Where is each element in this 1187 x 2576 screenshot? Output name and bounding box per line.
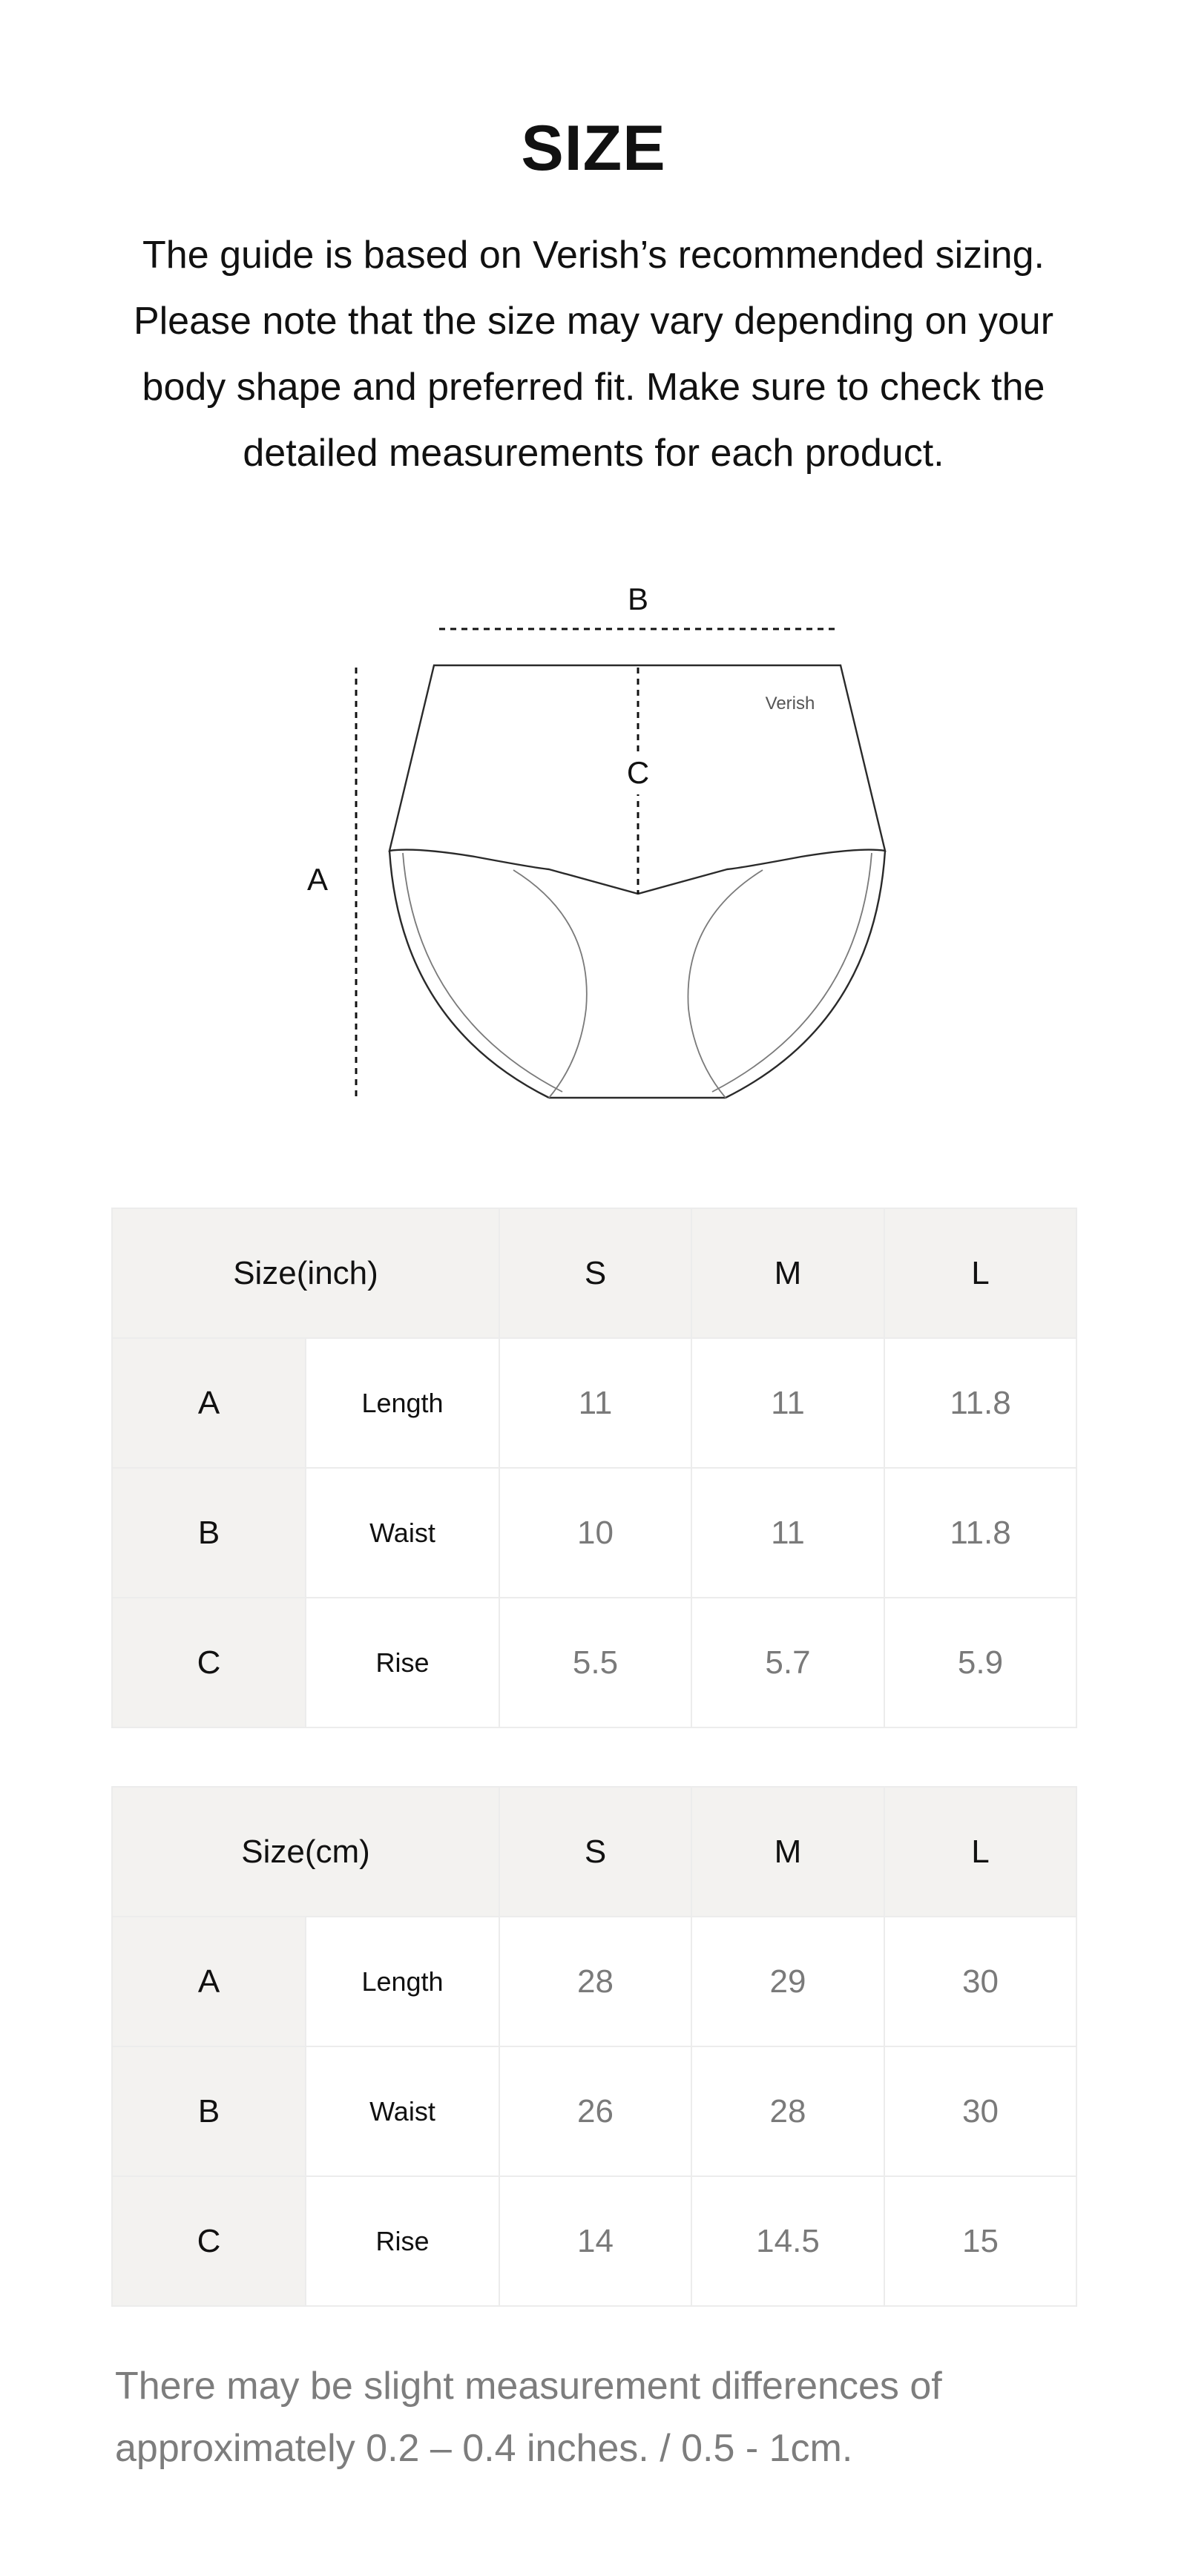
row-letter: A bbox=[112, 1917, 306, 2046]
size-header-m: M bbox=[691, 1787, 884, 1917]
table-header-row bbox=[112, 1787, 1076, 1917]
table-row bbox=[112, 1468, 1076, 1598]
value-cell: 14.5 bbox=[691, 2176, 884, 2306]
table-row bbox=[112, 2176, 1076, 2306]
table-row bbox=[112, 1917, 1076, 2046]
table-row bbox=[112, 1338, 1076, 1468]
value-cell: 29 bbox=[691, 1917, 884, 2046]
value-cell: 5.5 bbox=[499, 1598, 691, 1727]
row-measurement-name: Rise bbox=[306, 2176, 499, 2306]
value-cell: 26 bbox=[499, 2046, 691, 2176]
row-letter: B bbox=[112, 1468, 306, 1598]
size-table-inch bbox=[111, 1208, 1077, 1728]
page-title: SIZE bbox=[521, 113, 666, 184]
value-cell: 28 bbox=[691, 2046, 884, 2176]
diagram-label-b: B bbox=[627, 582, 649, 616]
unit-header: Size(cm) bbox=[112, 1787, 499, 1917]
size-header-s: S bbox=[499, 1208, 691, 1338]
value-cell: 11 bbox=[691, 1338, 884, 1468]
value-cell: 14 bbox=[499, 2176, 691, 2306]
value-cell: 11.8 bbox=[884, 1338, 1076, 1468]
row-letter: C bbox=[112, 1598, 306, 1727]
diagram-label-a: A bbox=[306, 862, 329, 897]
value-cell: 15 bbox=[884, 2176, 1076, 2306]
value-cell: 5.7 bbox=[691, 1598, 884, 1727]
size-header-l: L bbox=[884, 1787, 1076, 1917]
size-header-l: L bbox=[884, 1208, 1076, 1338]
intro-text: The guide is based on Verish’s recommended sizing. Please note that the size may vary depending on your body shape and preferred fit. Make sure to check the detailed measurements for each product. bbox=[133, 234, 1054, 475]
unit-header: Size(inch) bbox=[112, 1208, 499, 1338]
value-cell: 28 bbox=[499, 1917, 691, 2046]
value-cell: 11 bbox=[499, 1338, 691, 1468]
row-measurement-name: Waist bbox=[306, 2046, 499, 2176]
garment-diagram bbox=[0, 564, 1187, 1127]
value-cell: 30 bbox=[884, 2046, 1076, 2176]
size-header-m: M bbox=[691, 1208, 884, 1338]
table-row bbox=[112, 2046, 1076, 2176]
measurement-note: There may be slight measurement differences of approximately 0.2 – 0.4 inches. / 0.5 - 1cm. bbox=[115, 2365, 942, 2470]
brand-logo: Verish bbox=[765, 694, 815, 714]
value-cell: 30 bbox=[884, 1917, 1076, 2046]
brief-seams bbox=[403, 853, 872, 1098]
diagram-label-c: C bbox=[626, 755, 650, 790]
row-letter: A bbox=[112, 1338, 306, 1468]
row-letter: C bbox=[112, 2176, 306, 2306]
row-letter: B bbox=[112, 2046, 306, 2176]
size-table-cm bbox=[111, 1786, 1077, 2307]
table-header-row bbox=[112, 1208, 1076, 1338]
value-cell: 10 bbox=[499, 1468, 691, 1598]
value-cell: 5.9 bbox=[884, 1598, 1076, 1727]
row-measurement-name: Rise bbox=[306, 1598, 499, 1727]
value-cell: 11.8 bbox=[884, 1468, 1076, 1598]
table-row bbox=[112, 1598, 1076, 1727]
size-header-s: S bbox=[499, 1787, 691, 1917]
row-measurement-name: Waist bbox=[306, 1468, 499, 1598]
value-cell: 11 bbox=[691, 1468, 884, 1598]
row-measurement-name: Length bbox=[306, 1917, 499, 2046]
row-measurement-name: Length bbox=[306, 1338, 499, 1468]
